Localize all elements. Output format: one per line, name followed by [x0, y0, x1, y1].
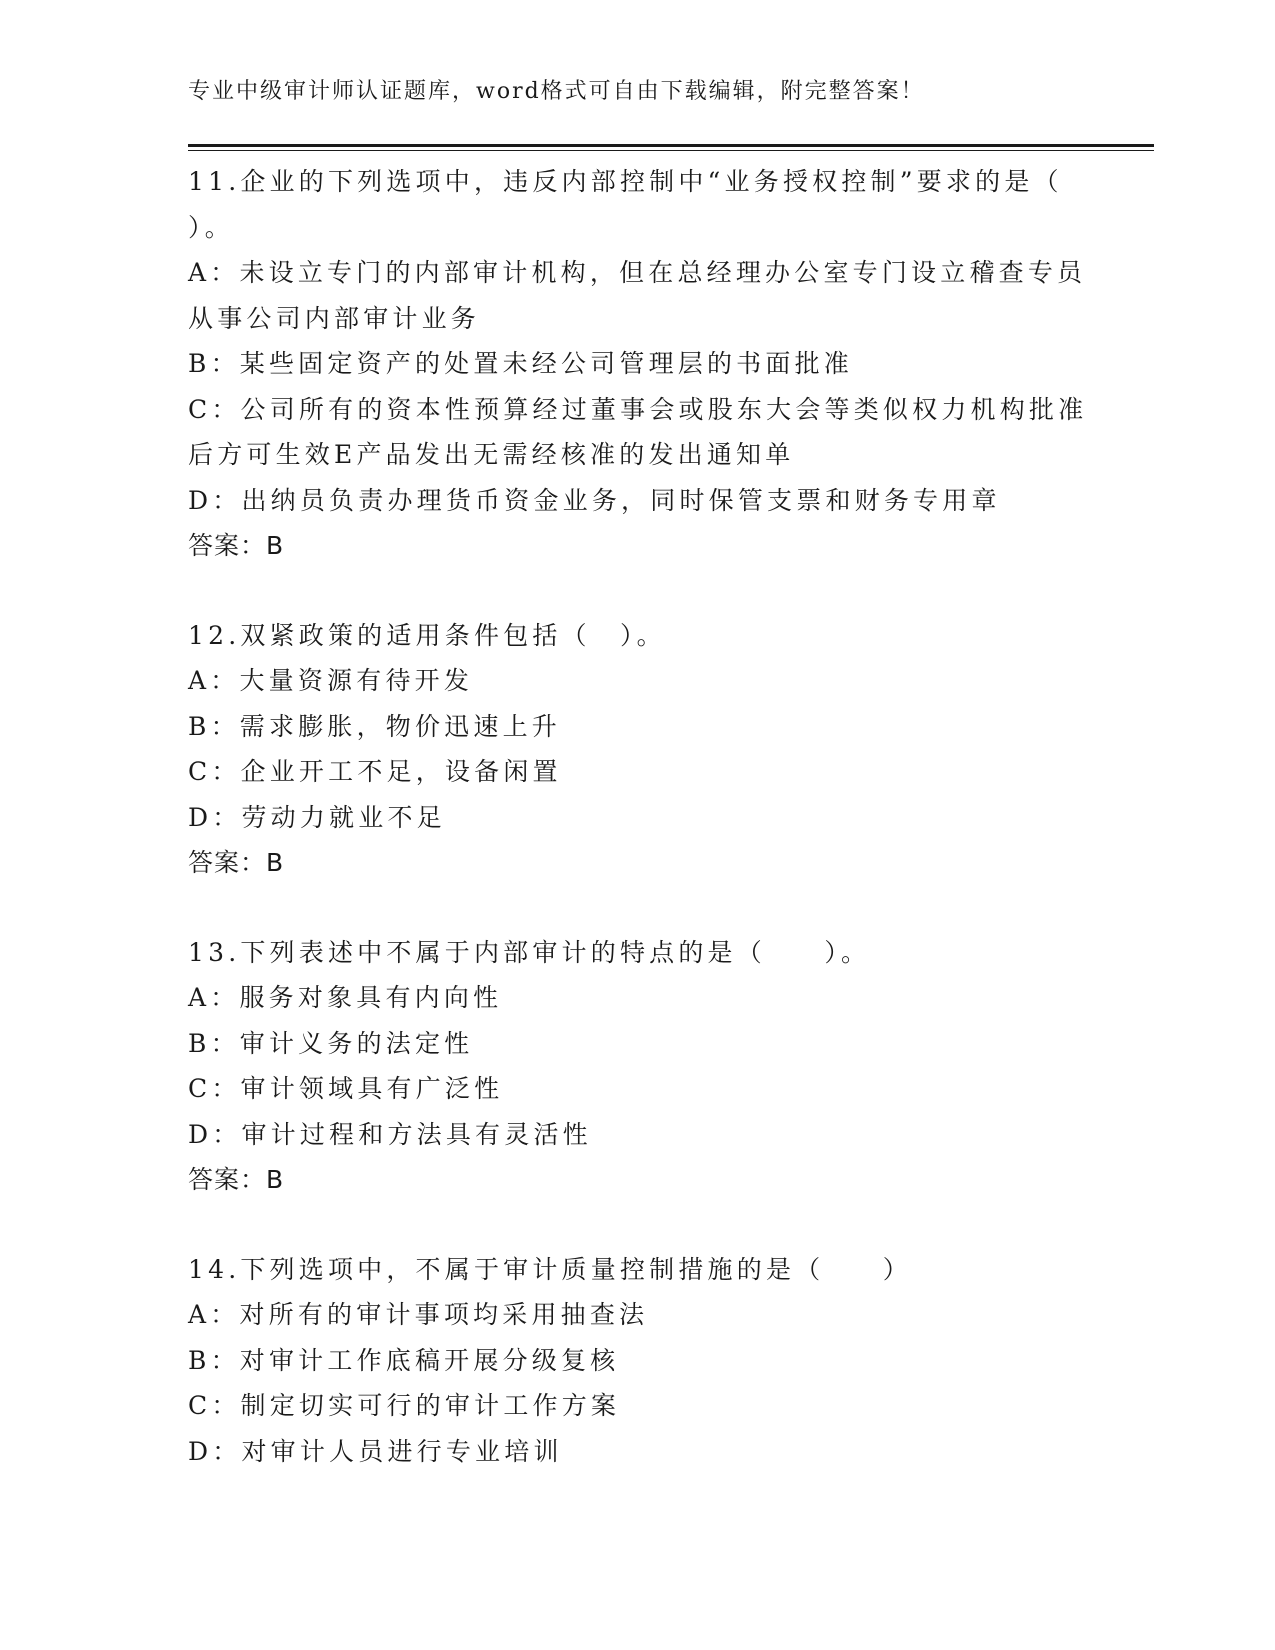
- answer: 答案：B: [188, 848, 285, 877]
- option-c: C：企业开工不足，设备闲置: [188, 757, 562, 786]
- option-a: A：对所有的审计事项均采用抽查法: [188, 1300, 649, 1329]
- question-stem: 12.双紧政策的适用条件包括（ ）。: [188, 620, 666, 650]
- question-stem: 11.企业的下列选项中，违反内部控制中“业务授权控制”要求的是（ ）。: [188, 167, 1063, 242]
- option-b: B：审计义务的法定性: [188, 1028, 474, 1058]
- option-a: A：未设立专门的内部审计机构，但在总经理办公室专门设立稽查专员从事公司内部审计业务: [188, 258, 1087, 333]
- header-rule-thin: [188, 150, 1154, 151]
- option-d: D：审计过程和方法具有灵活性: [188, 1119, 592, 1149]
- option-b: B：需求膨胀，物价迅速上升: [188, 711, 561, 741]
- option-a: A：大量资源有待开发: [188, 666, 474, 695]
- question-11: [188, 159, 1088, 569]
- page-header: 专业中级审计师认证题库，word格式可自由下载编辑，附完整答案！: [188, 79, 925, 104]
- question-list: [188, 159, 1088, 1518]
- option-c: C：审计领域具有广泛性: [188, 1074, 504, 1103]
- question-stem: 14.下列选项中，不属于审计质量控制措施的是（ ）: [188, 1254, 912, 1284]
- answer: 答案：B: [188, 1165, 285, 1194]
- option-c: C：公司所有的资本性预算经过董事会或股东大会等类似权力机构批准后方可生效E产品发出无需经核准的发出通知单: [188, 394, 1088, 469]
- question-13: [188, 930, 1088, 1203]
- header-rule-thick: [188, 144, 1154, 147]
- option-b: B：对审计工作底稿开展分级复核: [188, 1345, 620, 1375]
- answer: 答案：B: [188, 531, 285, 560]
- option-b: B：某些固定资产的处置未经公司管理层的书面批准: [188, 349, 853, 378]
- option-d: D：劳动力就业不足: [188, 802, 446, 832]
- option-c: C：制定切实可行的审计工作方案: [188, 1391, 621, 1420]
- option-a: A：服务对象具有内向性: [188, 983, 503, 1012]
- question-12: [188, 613, 1088, 886]
- question-stem: 13.下列表述中不属于内部审计的特点的是（ ）。: [188, 937, 871, 967]
- option-d: D：对审计人员进行专业培训: [188, 1436, 563, 1466]
- question-14: [188, 1247, 1088, 1475]
- option-d: D：出纳员负责办理货币资金业务，同时保管支票和财务专用章: [188, 485, 1001, 515]
